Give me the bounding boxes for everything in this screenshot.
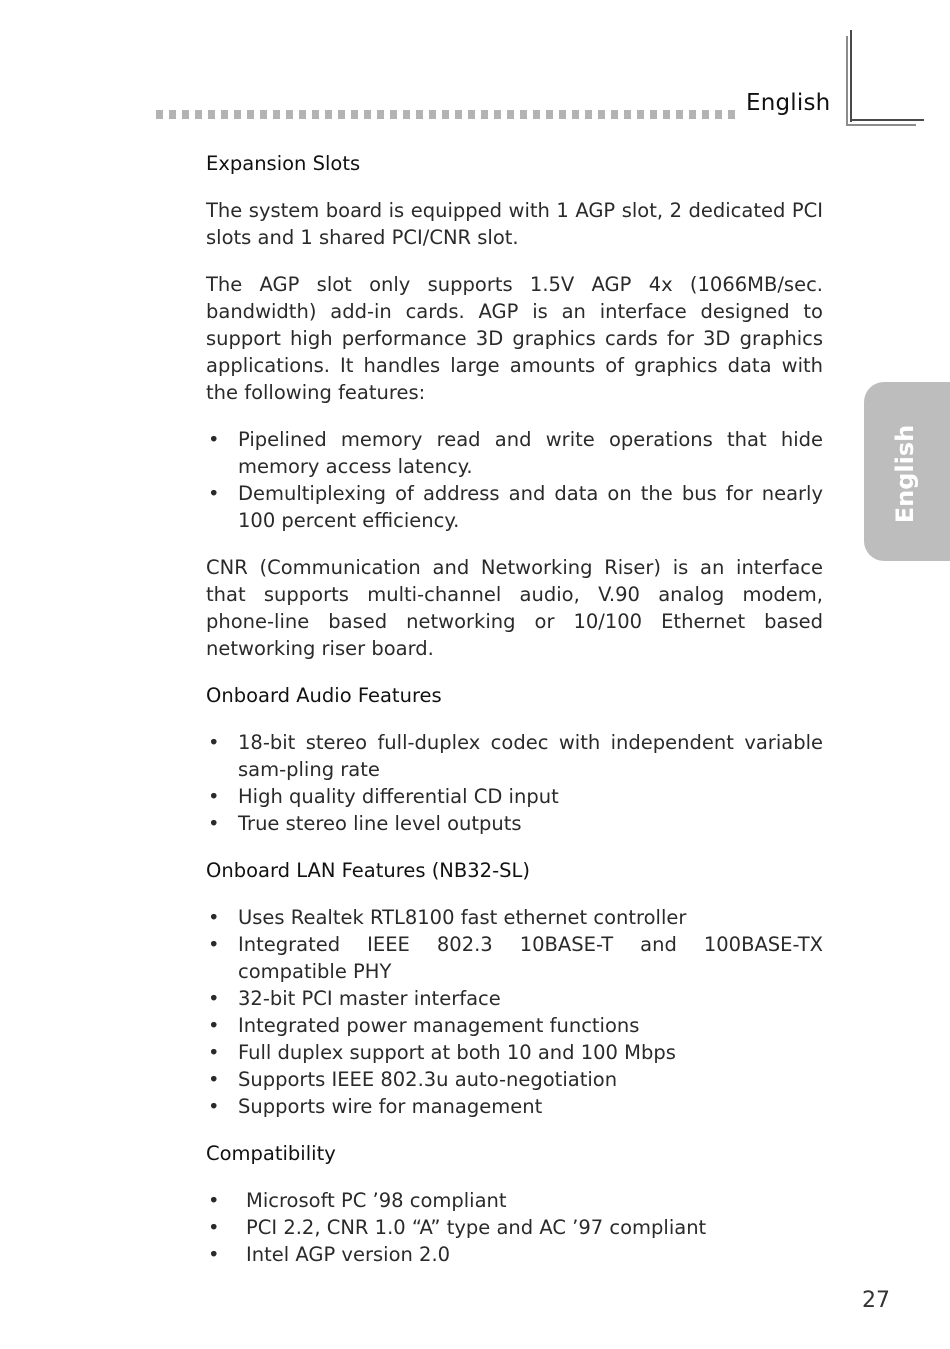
list-item-text: Supports wire for management xyxy=(238,1095,543,1118)
list-item-text: Demultiplexing of address and data on the bus for nearly 100 percent efficiency. xyxy=(238,482,823,532)
bullet-icon: • xyxy=(208,1068,220,1091)
list-agp-features xyxy=(206,426,823,534)
bullet-icon: • xyxy=(208,1189,220,1212)
list-item-text: Integrated power management functions xyxy=(238,1014,640,1037)
corner-mark-vertical-inner xyxy=(850,30,852,122)
list-item-text: Uses Realtek RTL8100 fast ethernet controller xyxy=(238,906,687,929)
corner-mark-horizontal-outer xyxy=(846,124,916,126)
list-item xyxy=(206,426,823,480)
section-title-audio: Onboard Audio Features xyxy=(206,684,442,707)
list-lan-features xyxy=(206,904,823,1120)
list-item-text: Integrated IEEE 802.3 10BASE-T and 100BASE-TX compatible PHY xyxy=(238,933,823,983)
list-item xyxy=(206,1187,823,1214)
list-item-text: High quality differential CD input xyxy=(238,785,559,808)
list-item xyxy=(206,810,823,837)
list-item-text: 32-bit PCI master interface xyxy=(238,987,501,1010)
corner-mark-horizontal-inner xyxy=(850,119,924,121)
bullet-icon: • xyxy=(208,987,220,1010)
header-dotted-rule xyxy=(156,110,736,119)
list-item xyxy=(206,931,823,985)
bullet-icon: • xyxy=(208,428,220,451)
section-title-lan: Onboard LAN Features (NB32-SL) xyxy=(206,859,530,882)
paragraph-agp-description: The AGP slot only supports 1.5V AGP 4x (1066MB/sec. bandwidth) add-in cards. AGP is an interface designed to support high performance 3D graphics cards for 3D graphics applications. It handles large amounts of graphics data with the following features: xyxy=(206,273,823,404)
list-audio-features xyxy=(206,729,823,837)
bullet-icon: • xyxy=(208,1216,220,1239)
list-item xyxy=(206,1093,823,1120)
bullet-icon: • xyxy=(208,1041,220,1064)
bullet-icon: • xyxy=(208,1095,220,1118)
list-item xyxy=(206,1012,823,1039)
list-compatibility xyxy=(206,1187,823,1268)
list-item-text: Intel AGP version 2.0 xyxy=(246,1243,451,1266)
side-tab-label: English xyxy=(891,424,919,524)
bullet-icon: • xyxy=(208,482,220,505)
list-item xyxy=(206,480,823,534)
list-item-text: Supports IEEE 802.3u auto-negotiation xyxy=(238,1068,618,1091)
bullet-icon: • xyxy=(208,731,220,754)
list-item-text: 18-bit stereo full-duplex codec with independent variable sam-pling rate xyxy=(238,731,823,781)
list-item xyxy=(206,729,823,783)
bullet-icon: • xyxy=(208,933,220,956)
section-title-expansion-slots: Expansion Slots xyxy=(206,152,361,175)
list-item xyxy=(206,1039,823,1066)
page-number: 27 xyxy=(862,1288,890,1313)
paragraph-expansion-intro: The system board is equipped with 1 AGP slot, 2 dedicated PCI slots and 1 shared PCI/CNR slot. xyxy=(206,199,823,249)
bullet-icon: • xyxy=(208,906,220,929)
page-content xyxy=(206,150,823,1288)
section-title-compatibility: Compatibility xyxy=(206,1142,336,1165)
corner-mark-vertical-outer xyxy=(846,36,848,126)
list-item xyxy=(206,783,823,810)
list-item-text: Microsoft PC ’98 compliant xyxy=(246,1189,507,1212)
list-item xyxy=(206,1241,823,1268)
bullet-icon: • xyxy=(208,812,220,835)
list-item xyxy=(206,904,823,931)
list-item-text: True stereo line level outputs xyxy=(238,812,522,835)
list-item xyxy=(206,985,823,1012)
bullet-icon: • xyxy=(208,1243,220,1266)
list-item-text: Full duplex support at both 10 and 100 Mbps xyxy=(238,1041,676,1064)
list-item-text: Pipelined memory read and write operations that hide memory access latency. xyxy=(238,428,823,478)
bullet-icon: • xyxy=(208,785,220,808)
bullet-icon: • xyxy=(208,1014,220,1037)
list-item xyxy=(206,1214,823,1241)
list-item xyxy=(206,1066,823,1093)
list-item-text: PCI 2.2, CNR 1.0 “A” type and AC ’97 compliant xyxy=(246,1216,707,1239)
paragraph-cnr-description: CNR (Communication and Networking Riser) is an interface that supports multi-channel audio, V.90 analog modem, phone-line based networking or 10/100 Ethernet based networking riser board. xyxy=(206,556,823,660)
header-language-label: English xyxy=(746,90,831,116)
